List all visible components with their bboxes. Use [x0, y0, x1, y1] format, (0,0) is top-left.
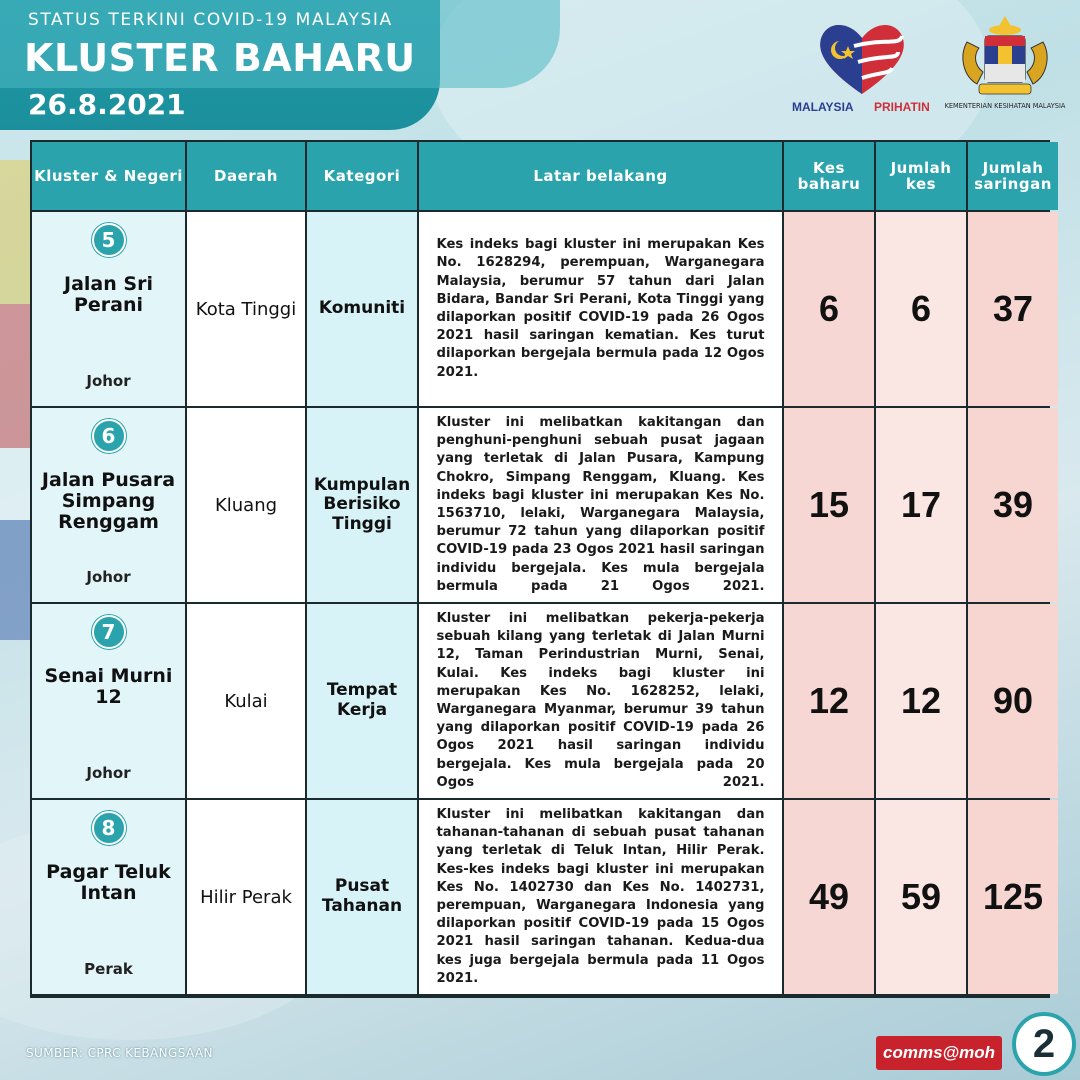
header-kes-baharu: Kes baharu [784, 142, 874, 210]
kategori-cell: Pusat Tahanan [307, 800, 417, 994]
kkm-coat-of-arms-logo [940, 12, 1070, 122]
cluster-number-badge: 5 [92, 223, 126, 257]
kategori-cell: Kumpulan Berisiko Tinggi [307, 408, 417, 602]
kes-baharu-cell: 12 [784, 604, 874, 798]
latar-belakang-text: Kluster ini melibatkan pekerja-pekerja sebuah kilang yang terletak di Jalan Murni 12, Taman Perindustrian Murni, Senai, Kulai. Kes indeks bagi kluster ini merupakan Kes No. 1628252, lelaki, Warganegara Myanmar, berumur 39 tahun yang dilaporkan positif COVID-19 pada 26 Ogos 2021 hasil saringan individu bergejala. Kes mula bergejala pada 20 Ogos 2021. [436, 610, 765, 790]
cluster-number-badge: 7 [92, 615, 126, 649]
daerah-cell: Kulai [187, 604, 305, 798]
jumlah-saringan-cell: 37 [968, 212, 1058, 406]
header-kategori: Kategori [307, 142, 417, 210]
page-number-badge: 2 [1012, 1012, 1076, 1076]
report-date: 26.8.2021 [28, 88, 186, 121]
logo-text-kkm: KEMENTERIAN KESIHATAN MALAYSIA [944, 102, 1066, 110]
jumlah-kes-cell: 12 [876, 604, 966, 798]
cluster-cell [32, 800, 185, 994]
kategori-cell: Tempat Kerja [307, 604, 417, 798]
cluster-number-badge: 6 [92, 419, 126, 453]
jumlah-kes-cell: 6 [876, 212, 966, 406]
latar-belakang-cell [419, 212, 782, 406]
cluster-name: Jalan Sri Perani [64, 273, 153, 316]
cluster-number-badge: 8 [92, 811, 126, 845]
cluster-state: Johor [86, 372, 131, 390]
daerah-cell: Kota Tinggi [187, 212, 305, 406]
logo-text-prihatin: PRIHATIN [874, 100, 930, 114]
header-jumlah-kes: Jumlah kes [876, 142, 966, 210]
kes-baharu-cell: 15 [784, 408, 874, 602]
latar-belakang-cell [419, 800, 782, 994]
cluster-state: Johor [86, 568, 131, 586]
cluster-cell [32, 604, 185, 798]
latar-belakang-cell [419, 408, 782, 602]
page-title: KLUSTER BAHARU [24, 36, 416, 80]
daerah-cell: Kluang [187, 408, 305, 602]
jumlah-saringan-cell: 125 [968, 800, 1058, 994]
kes-baharu-cell: 6 [784, 212, 874, 406]
logo-text-malaysia: MALAYSIA [792, 100, 854, 114]
daerah-cell: Hilir Perak [187, 800, 305, 994]
latar-belakang-text: Kes indeks bagi kluster ini merupakan Kes No. 1628294, perempuan, Warganegara Malaysia, berumur 57 tahun dari Jalan Bidara, Bandar Sri Perani, Kota Tinggi yang dilaporkan positif COVID-19 pada 26 Ogos 2021 hasil saringan kematian. Kes turut dilaporkan bergejala bermula pada 12 Ogos 2021. [436, 237, 765, 380]
cluster-name: Jalan Pusara Simpang Renggam [41, 469, 176, 533]
jumlah-kes-cell: 59 [876, 800, 966, 994]
cluster-name: Pagar Teluk Intan [46, 861, 171, 904]
latar-belakang-text: Kluster ini melibatkan kakitangan dan tahanan-tahanan di sebuah pusat tahanan yang terletak di Teluk Intan, Hilir Perak. Kes-kes indeks bagi kluster ini merupakan Kes No. 1402730 dan Kes No. 1402731, perempuan, Warganegara Indonesia yang dilaporkan positif COVID-19 pada 15 Ogos 2021 hasil saringan tahanan. Kedua-dua kes juga bergejala bermula pada 11 Ogos 2021. [436, 806, 765, 986]
cluster-state: Perak [84, 960, 133, 978]
cluster-state: Johor [86, 764, 131, 782]
header-subtitle: STATUS TERKINI COVID-19 MALAYSIA [28, 10, 393, 30]
header-daerah: Daerah [187, 142, 305, 210]
heart-flag-icon [814, 16, 910, 98]
cluster-cell [32, 212, 185, 406]
jumlah-saringan-cell: 39 [968, 408, 1058, 602]
cluster-name: Senai Murni 12 [44, 665, 173, 708]
cluster-cell [32, 408, 185, 602]
coat-of-arms-icon [953, 12, 1057, 100]
header-kluster-negeri: Kluster & Negeri [32, 142, 185, 210]
kes-baharu-cell: 49 [784, 800, 874, 994]
latar-belakang-cell [419, 604, 782, 798]
source-credit: SUMBER: CPRC KEBANGSAAN [26, 1046, 213, 1060]
header-jumlah-saringan: Jumlah saringan [968, 142, 1058, 210]
header-latar-belakang: Latar belakang [419, 142, 782, 210]
jumlah-saringan-cell: 90 [968, 604, 1058, 798]
latar-belakang-text: Kluster ini melibatkan kakitangan dan penghuni-penghuni sebuah pusat jagaan yang terletak di Jalan Pusara, Kampung Chokro, Simpang Renggam, Kluang. Kes indeks bagi kluster ini merupakan Kes No. 1563710, lelaki, Warganegara Malaysia, berumur 72 tahun yang dilaporkan positif COVID-19 pada 23 Ogos 2021 hasil saringan individu bergejala. Kes mula bergejala bermula pada 21 Ogos 2021. [436, 414, 765, 594]
malaysia-prihatin-logo [792, 14, 942, 124]
comms-moh-tag: comms@moh [876, 1036, 1002, 1070]
kategori-cell: Komuniti [307, 212, 417, 406]
jumlah-kes-cell: 17 [876, 408, 966, 602]
cluster-table [30, 140, 1050, 998]
